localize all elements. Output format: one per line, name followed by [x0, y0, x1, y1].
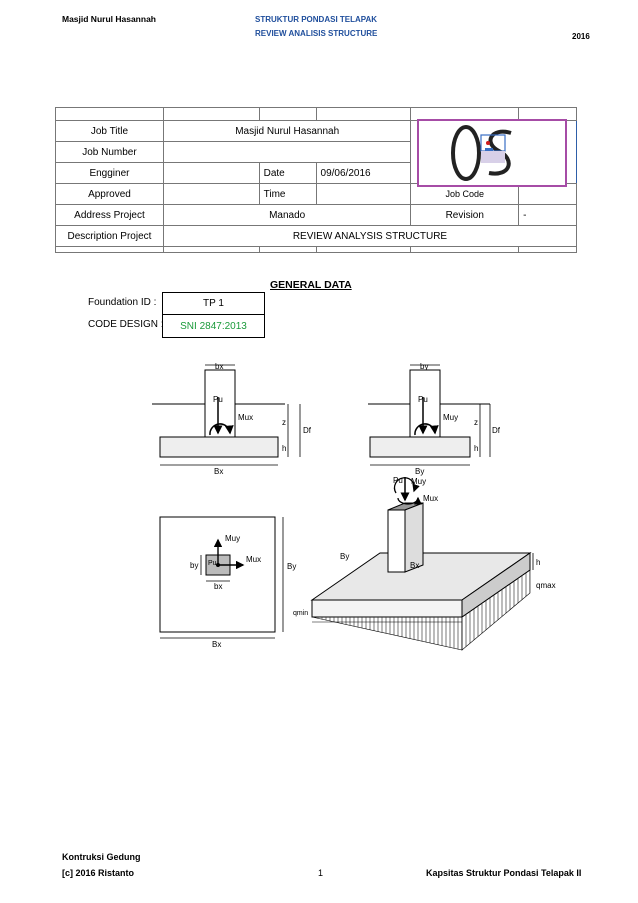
footer-right: Kapsitas Struktur Pondasi Telapak II — [426, 868, 582, 878]
approved-value — [163, 184, 259, 205]
z-label-2: z — [474, 418, 478, 427]
header-title-line2: REVIEW ANALISIS STRUCTURE — [255, 29, 378, 38]
company-logo — [417, 119, 567, 187]
muy-label-4: Muy — [411, 477, 427, 486]
time-value — [316, 184, 411, 205]
description-label: Description Project — [56, 226, 164, 247]
section-y-diagram — [368, 362, 501, 476]
pu-label-1: Pu — [213, 395, 223, 404]
mux-label-1: Mux — [238, 413, 254, 422]
job-code-label: Job Code — [411, 184, 519, 205]
bx-label-3: bx — [214, 582, 223, 591]
plan-view-diagram — [160, 517, 296, 649]
approved-label: Approved — [56, 184, 164, 205]
logo-graphic — [419, 121, 565, 185]
muy-label-3: Muy — [225, 534, 241, 543]
foundation-id-label: Foundation ID : — [88, 297, 157, 308]
footer-line1: Kontruksi Gedung — [62, 852, 141, 862]
time-label: Time — [259, 184, 316, 205]
engineer-value — [163, 163, 259, 184]
muy-label-2: Muy — [443, 413, 459, 422]
mux-label-4: Mux — [423, 494, 439, 503]
page-number: 1 — [318, 868, 324, 878]
header-title — [255, 13, 377, 41]
qmin-label: qmin — [293, 610, 309, 617]
header-project-name: Masjid Nurul Hasannah — [62, 14, 156, 24]
section-x-diagram — [152, 362, 312, 476]
job-number-value — [163, 142, 410, 163]
job-number-label: Job Number — [56, 142, 164, 163]
by-label-3: by — [190, 561, 199, 570]
mux-label-3: Mux — [246, 555, 262, 564]
pu-label-4: Pu — [393, 476, 403, 485]
pu-label-3: Pu — [208, 560, 217, 567]
df-label-1: Df — [303, 426, 311, 435]
h-label-1: h — [282, 444, 287, 453]
h-label-4: h — [536, 558, 541, 567]
footer-line2: [c] 2016 Ristanto — [62, 868, 135, 878]
isometric-diagram — [293, 476, 556, 650]
date-label: Date — [259, 163, 316, 184]
address-label: Address Project — [56, 205, 164, 226]
qmax-label: qmax — [536, 581, 556, 590]
z-label-1: z — [282, 418, 286, 427]
pu-label-2: Pu — [418, 395, 428, 404]
code-design-value: SNI 2847:2013 — [162, 314, 265, 338]
foundation-diagrams — [0, 355, 638, 655]
bx-label-1: bx — [215, 362, 224, 371]
description-value: REVIEW ANALYSIS STRUCTURE — [163, 226, 576, 247]
header-year: 2016 — [572, 32, 590, 41]
job-title-label: Job Title — [56, 121, 164, 142]
code-design-label: CODE DESIGN : — [88, 319, 164, 330]
h-label-2: h — [474, 444, 479, 453]
by-upper-label-4: By — [340, 552, 350, 561]
by-upper-label-3: By — [287, 562, 297, 571]
by-label-2: by — [420, 362, 429, 371]
job-title-value: Masjid Nurul Hasannah — [163, 121, 410, 142]
foundation-id-value: TP 1 — [162, 292, 265, 315]
engineer-label: Engginer — [56, 163, 164, 184]
bx-upper-label-3: Bx — [212, 640, 222, 649]
df-label-2: Df — [492, 426, 500, 435]
address-value: Manado — [163, 205, 410, 226]
revision-value: - — [519, 205, 577, 226]
bx-upper-label-1: Bx — [214, 467, 224, 476]
date-value: 09/06/2016 — [316, 163, 411, 184]
general-data-title: GENERAL DATA — [270, 279, 352, 291]
header-title-line1: STRUKTUR PONDASI TELAPAK — [255, 15, 378, 24]
bx-upper-label-4: Bx — [410, 561, 420, 570]
revision-label: Revision — [411, 205, 519, 226]
by-upper-label-2: By — [415, 467, 425, 476]
